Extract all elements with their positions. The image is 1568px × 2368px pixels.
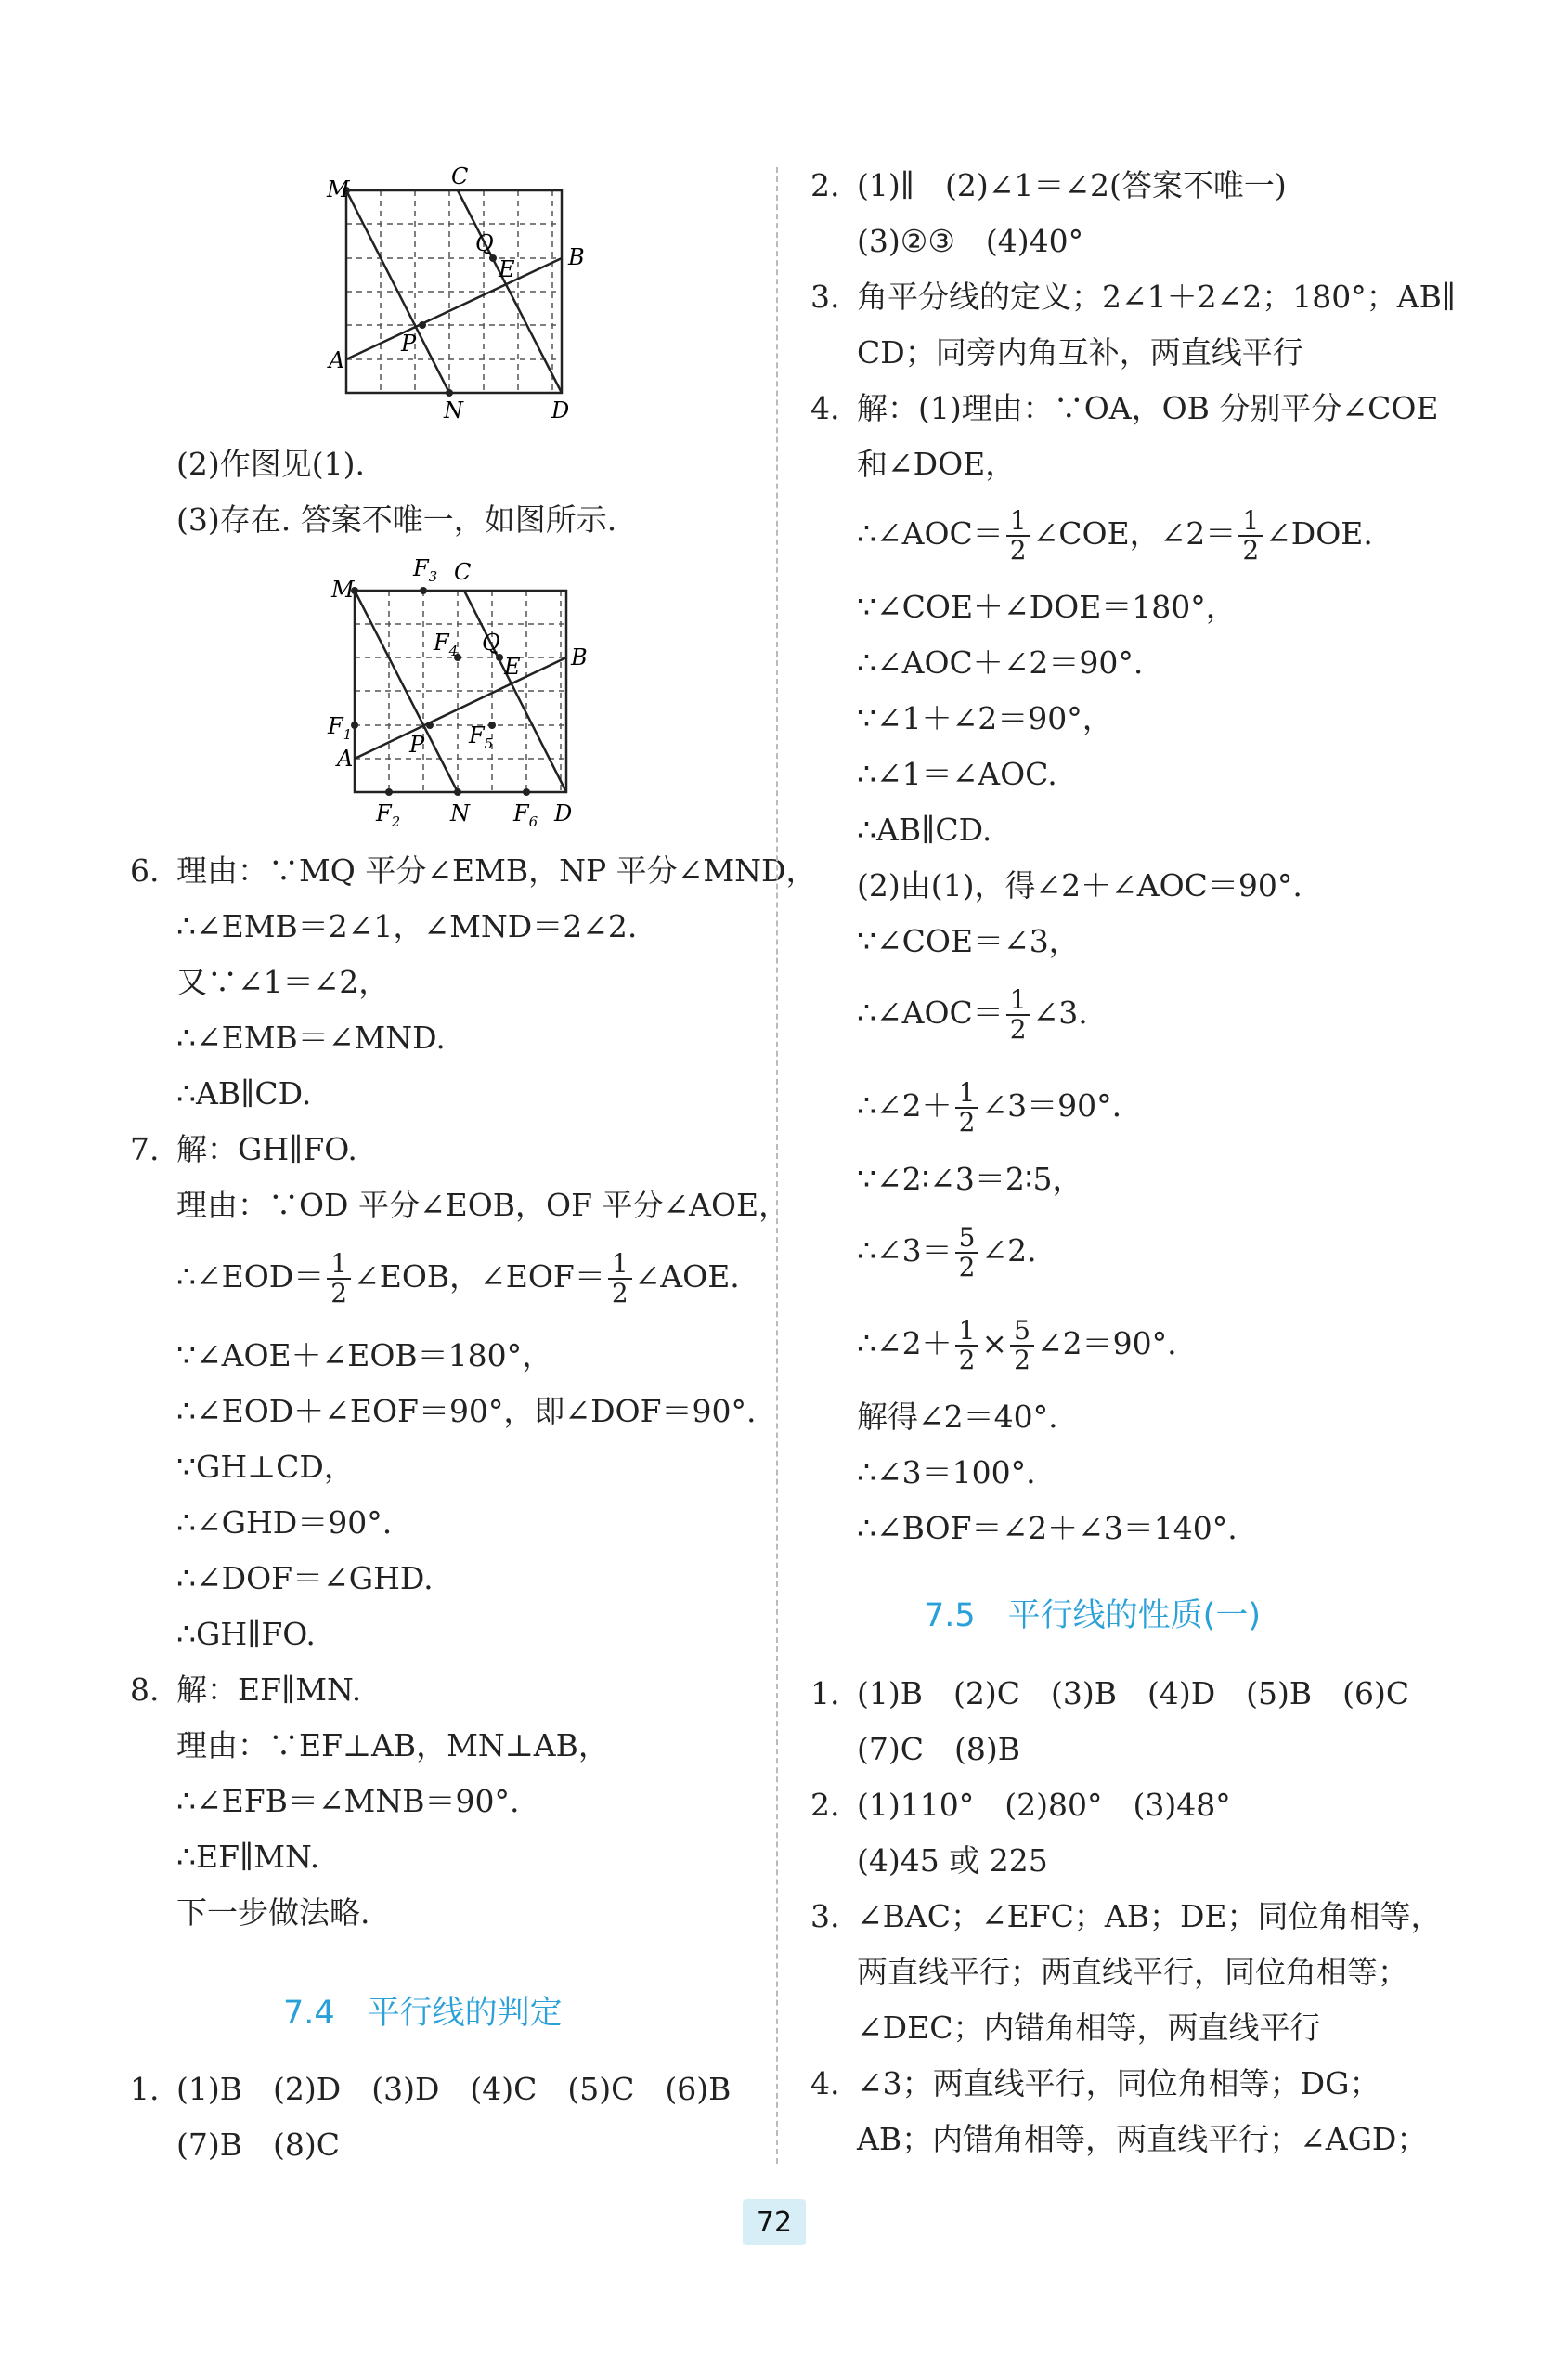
fig1-label-P: P	[401, 331, 417, 357]
b2-number: 2.	[810, 1787, 840, 1823]
q8-line-5: 下一步做法略.	[176, 1894, 370, 1931]
r4-line-18: ∴∠BOF＝∠2＋∠3＝140°.	[857, 1510, 1238, 1546]
a1-line-1: (1)B (2)D (3)D (4)C (5)C (6)B	[176, 2071, 732, 2107]
r4-line-4: ∵∠COE＋∠DOE＝180°，	[857, 589, 1237, 625]
r4-line-17: ∴∠3＝100°.	[857, 1454, 1036, 1490]
r4-number: 4.	[810, 390, 840, 426]
b1-line-2: (7)C (8)B	[857, 1731, 1020, 1767]
b2-line-1: (1)110° (2)80° (3)48°	[857, 1787, 1231, 1823]
r2-line-2: (3)②③ (4)40°	[857, 223, 1084, 259]
r4-line-5: ∴∠AOC＋∠2＝90°.	[857, 644, 1144, 681]
fig2-label-F5: $F_5$	[469, 722, 494, 752]
q8-number: 8.	[130, 1672, 160, 1708]
r4-line-2: 和∠DOE，	[857, 446, 1017, 482]
figure-2-grid-diagram	[320, 557, 599, 840]
fig1-label-B: B	[568, 244, 585, 270]
q7-line-8: ∴∠DOF＝∠GHD.	[176, 1560, 434, 1596]
fig2-label-F4: $F_4$	[434, 630, 459, 659]
b3-number: 3.	[810, 1898, 840, 1934]
fig2-label-M: M	[331, 577, 355, 603]
q7-number: 7.	[130, 1131, 160, 1167]
fig2-label-E: E	[504, 654, 521, 680]
q8-line-2: 理由：∵EF⊥AB，MN⊥AB，	[176, 1727, 609, 1763]
fig2-label-F3: $F_3$	[413, 557, 438, 585]
b4-number: 4.	[810, 2065, 840, 2101]
figure-1-grid-diagram	[325, 165, 594, 425]
r2-line-1: (1)∥ (2)∠1＝∠2(答案不唯一)	[857, 167, 1287, 203]
b1-number: 1.	[810, 1675, 840, 1711]
fig1-label-A: A	[329, 347, 345, 373]
page-number: 72	[743, 2199, 806, 2245]
fig2-label-D: D	[554, 800, 573, 826]
section-7-5-title: 7.5 平行线的性质(一)	[924, 1597, 1261, 1634]
q6-line-4: ∴∠EMB＝∠MND.	[176, 1020, 446, 1056]
q8-line-3: ∴∠EFB＝∠MNB＝90°.	[176, 1783, 520, 1819]
q7-line-7: ∴∠GHD＝90°.	[176, 1504, 393, 1541]
q8-line-4: ∴EF∥MN.	[176, 1839, 320, 1875]
left-line-1: (2)作图见(1).	[176, 446, 365, 482]
section-7-4-title: 7.4 平行线的判定	[283, 1995, 563, 2032]
fig2-label-F6: $F_6$	[513, 800, 538, 830]
b3-line-3: ∠DEC；内错角相等，两直线平行	[857, 2010, 1321, 2046]
fig2-label-N: N	[450, 800, 470, 826]
r4-line-6: ∵∠1＋∠2＝90°，	[857, 700, 1113, 736]
q7-line-6: ∵GH⊥CD，	[176, 1449, 355, 1485]
b1-line-1: (1)B (2)C (3)B (4)D (5)B (6)C	[857, 1675, 1410, 1711]
r4-line-9: (2)由(1)，得∠2＋∠AOC＝90°.	[857, 867, 1302, 904]
q7-line-1: 解：GH∥FO.	[176, 1131, 357, 1167]
fig1-label-N: N	[444, 397, 463, 423]
fig2-label-Q: Q	[482, 630, 500, 656]
b4-line-2: AB；内错角相等，两直线平行；∠AGD；	[857, 2121, 1428, 2157]
q6-line-1: 理由：∵MQ 平分∠EMB，NP 平分∠MND，	[176, 852, 817, 889]
fig1-label-C: C	[451, 165, 469, 189]
fig1-label-E: E	[499, 256, 515, 282]
r4-line-3: ∴∠AOC＝ $\frac{1}{2}$ ∠COE，∠2＝ $\frac{1}{2}$ ∠DOE.	[857, 505, 1373, 566]
fig2-label-B: B	[571, 644, 588, 670]
q7-line-3: ∴∠EOD＝ $\frac{1}{2}$ ∠EOB，∠EOF＝ $\frac{1}{2}$ ∠AOE.	[176, 1248, 740, 1308]
r4-line-15: ∴∠2＋ $\frac{1}{2}$ × $\frac{5}{2}$ ∠2＝90°.	[857, 1315, 1177, 1375]
r4-line-16: 解得∠2＝40°.	[857, 1399, 1058, 1435]
fig2-label-C: C	[454, 559, 472, 585]
a1-number: 1.	[130, 2071, 160, 2107]
r3-number: 3.	[810, 279, 840, 315]
r3-line-1: 角平分线的定义；2∠1＋2∠2；180°；AB∥	[857, 279, 1457, 315]
r2-number: 2.	[810, 167, 840, 203]
q7-line-5: ∴∠EOD＋∠EOF＝90°，即∠DOF＝90°.	[176, 1393, 757, 1429]
b3-line-2: 两直线平行；两直线平行，同位角相等；	[857, 1954, 1408, 1990]
fig2-label-A: A	[337, 746, 354, 772]
r4-line-12: ∴∠2＋ $\frac{1}{2}$ ∠3＝90°.	[857, 1077, 1122, 1138]
q7-line-2: 理由：∵OD 平分∠EOB，OF 平分∠AOE，	[176, 1187, 790, 1223]
fig1-label-D: D	[551, 397, 570, 423]
fig2-label-P: P	[409, 732, 425, 758]
b4-line-1: ∠3；两直线平行，同位角相等；DG；	[857, 2065, 1380, 2101]
fig2-label-F2: $F_2$	[376, 800, 401, 830]
r4-line-13: ∵∠2∶∠3＝2∶5，	[857, 1161, 1083, 1197]
q8-line-1: 解：EF∥MN.	[176, 1672, 362, 1708]
q6-line-5: ∴AB∥CD.	[176, 1075, 312, 1112]
r4-line-7: ∴∠1＝∠AOC.	[857, 756, 1057, 792]
r4-line-11: ∴∠AOC＝ $\frac{1}{2}$ ∠3.	[857, 984, 1088, 1045]
r4-line-10: ∵∠COE＝∠3，	[857, 923, 1080, 959]
a1-line-2: (7)B (8)C	[176, 2127, 340, 2163]
r4-line-1: 解：(1)理由：∵OA，OB 分别平分∠COE	[857, 390, 1439, 426]
q7-line-9: ∴GH∥FO.	[176, 1616, 316, 1652]
b2-line-2: (4)45 或 225	[857, 1842, 1048, 1879]
left-line-2: (3)存在. 答案不唯一，如图所示.	[176, 501, 617, 538]
b3-line-1: ∠BAC；∠EFC；AB；DE；同位角相等，	[857, 1898, 1442, 1934]
q7-line-4: ∵∠AOE＋∠EOB＝180°，	[176, 1337, 553, 1373]
r4-line-14: ∴∠3＝ $\frac{5}{2}$ ∠2.	[857, 1222, 1037, 1282]
q6-line-3: 又∵∠1＝∠2，	[176, 964, 390, 1000]
fig2-label-F1: $F_1$	[328, 713, 353, 743]
q6-line-2: ∴∠EMB＝2∠1，∠MND＝2∠2.	[176, 908, 638, 944]
r4-line-8: ∴AB∥CD.	[857, 812, 992, 848]
fig1-label-M: M	[327, 176, 350, 202]
q6-number: 6.	[130, 852, 160, 889]
r3-line-2: CD；同旁内角互补，两直线平行	[857, 334, 1303, 371]
fig1-label-Q: Q	[475, 230, 494, 256]
column-divider	[776, 167, 778, 2164]
